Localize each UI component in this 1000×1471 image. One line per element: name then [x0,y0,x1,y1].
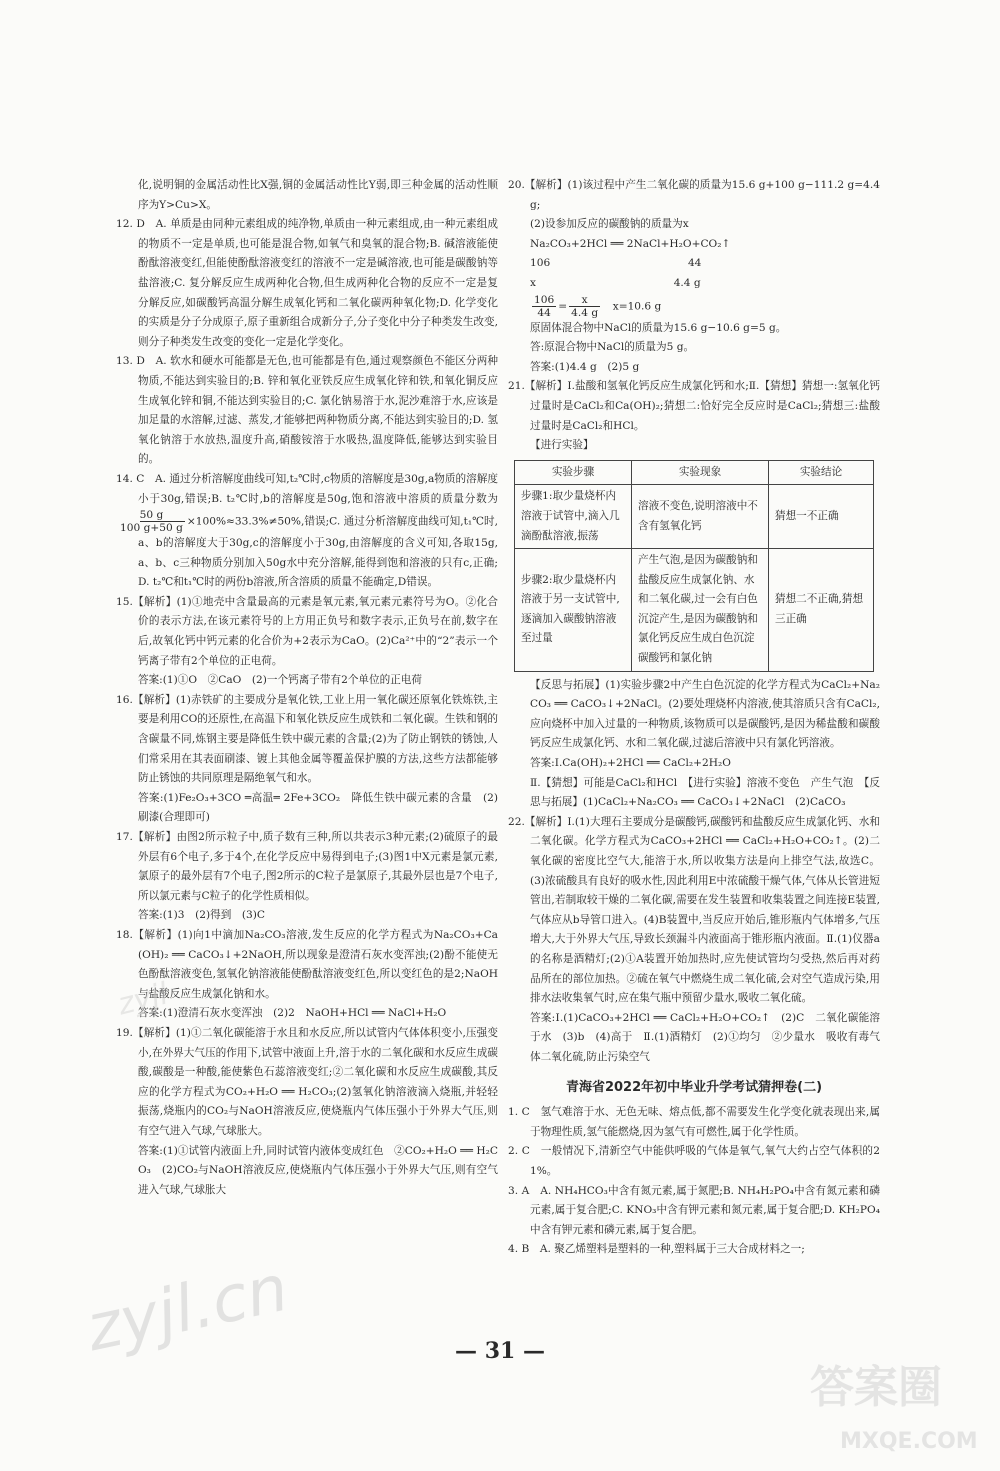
right-top-paragraph-4: x 4.4 g [530,276,701,289]
table-row [515,485,874,549]
table-cell-1-1: 产生气泡,是因为碳酸钠和盐酸反应生成氯化钠、水和二氧化碳,过一会有白色沉淀产生,是因为碳酸钠和氯化钙反应生成白色沉淀碳酸钙和氯化钠 [632,549,769,672]
table-body [515,485,874,671]
right-bottom-paragraph-4: 答案:Ⅰ.(1)CaCO₃+2HCl ══ CaCl₂+H₂O+CO₂↑ (2)C 二氧化碳能溶于水 (3)b (4)高于 Ⅱ.(1)酒精灯 (2)①均匀 ②少量水 吸收有毒气体二氧化硫,防止污染空气 [530,1011,880,1063]
watermark-answer-logo: 答案圈 [810,1362,942,1413]
section2-answer-0: 1. C 氢气难溶于水、无色无味、熔点低,都不需要发生化学变化就表现出来,属于物理性质,氢气能燃烧,因为氢气有可燃性,属于化学性质。 [508,1106,880,1138]
left-paragraph-10: 18.【解析】(1)向1中滴加Na₂CO₃溶液,发生反应的化学方程式为Na₂CO₃+Ca(OH)₂ ══ CaCO₃↓+2NaOH,所以现象是澄清石灰水变浑浊;(2)酚不能使无色酚酞溶液变色,氢氧化钠溶液能使酚酞溶液变红色,所以变红色的是2;NaOH与盐酸反应生成氯化钠和水。 [116,928,498,1000]
table-row [515,549,874,672]
watermark-left: zyjl.cn [80,1251,295,1367]
right-top-paragraph-1: (2)设参加反应的碳酸钠的质量为x [530,218,689,231]
right-bottom-paragraph-2: Ⅱ.【猜想】可能是CaCl₂和HCl 【进行实验】溶液不变色 产生气泡 【反思与拓展】(1)CaCl₂+Na₂CO₃ ══ CaCO₃↓+2NaCl (2)CaCO₃ [530,776,880,809]
left-paragraph-2: 13. D A. 软水和硬水可能都是无色,也可能都是有色,通过观察颜色不能区分两种物质,不能达到实验目的;B. 锌和氧化亚铁反应生成氧化锌和铁,和氧化铜反应生成氧化锌和铜,不能达到实验目的;C. 氯化钠易溶于水,泥沙难溶于水,应该是加足量的水溶解,过滤、蒸发,才能够把两种物质分离,不能达到实验目的;D. 氢氧化钠溶于水放热,温度升高,硝酸铵溶于水吸热,温度降低,能够达到实验目的。 [116,355,498,466]
left-paragraph-3: 14. C A. 通过分析溶解度曲线可知,t₂℃时,c物质的溶解度是30g,a物质的溶解度小于30g,错误;B. t₂℃时,b的溶解度是50g,饱和溶液中溶质的质量分数为 $\frac{50 g}{100 g+50 g}$ ×100%≈33.3%≠50%,错误;C. 通过分析溶解度曲线可知,t₁℃时,a、b的溶解度大于30g,c的溶解度小于30g,由溶解度的含义可知,各取15g,a、b、c三种物质分别加入50g水中充分溶解,能得到饱和溶液的只有c,正确;D. t₂℃和t₁℃时的两份b溶液,所含溶质的质量不能确定,D错误。 [116,472,498,589]
right-top-paragraph-9: 21.【解析】Ⅰ.盐酸和氢氧化钙反应生成氯化钙和水;Ⅱ.【猜想】猜想一:氢氧化钙过量时是CaCl₂和Ca(OH)₂;猜想二:恰好完全反应时是CaCl₂;猜想三:盐酸过量时是CaCl₂和HCl。 [508,380,880,432]
section2-answer-2: 3. A A. NH₄HCO₃中含有氮元素,属于氮肥;B. NH₄H₂PO₄中含有氮元素和磷元素,属于复合肥;C. KNO₃中含有钾元素和氮元素,属于复合肥;D. KH₂PO₄中含有钾元素和磷元素,属于复合肥。 [508,1184,880,1236]
table-header-row [515,460,874,485]
table-header-0: 实验步骤 [515,460,632,485]
left-column [116,176,498,1200]
page-number: — 31 — [455,1338,545,1364]
experiment-table [514,460,874,672]
right-top-paragraph-10: 【进行实验】 [530,439,594,452]
left-paragraph-0: 化,说明铜的金属活动性比X强,铜的金属活动性比Y弱,即三种金属的活动性顺序为Y>Cu>X。 [138,179,498,211]
right-top-paragraph-3: 106 44 [530,257,702,270]
watermark-site: MXQE.COM [840,1429,978,1454]
left-paragraph-8: 17.【解析】由图2所示粒子中,质子数有三种,所以共表示3种元素;(2)硫原子的最外层有6个电子,多于4个,在化学反应中易得到电子;(3)图1中X元素是氯元素,氯原子的最外层有7个电子,图2所示的C粒子是氯原子,其最外层也是7个电子,所以氯元素与C粒子的化学性质相似。 [116,831,498,902]
watermark-left-small: zyjl [114,976,172,1023]
right-bottom-paragraph-0: 【反思与拓展】(1)实验步骤2中产生白色沉淀的化学方程式为CaCl₂+Na₂CO₃ ══ CaCO₃↓+2NaCl。(2)要处理烧杯内溶液,使其溶质只含有CaCl₂,应向烧杯中加入过量的一种物质,该物质可以是碳酸钙,是因为稀盐酸和碳酸钙反应生成氯化钙、水和二氧化碳,过滤后溶液中只有氯化钙溶液。 [530,678,880,750]
table-cell-0-2: 猜想一不正确 [769,485,874,549]
right-top-paragraph-7: 答:原混合物中NaCl的质量为5 g。 [530,341,695,354]
section2-answer-3: 4. B A. 聚乙烯塑料是塑料的一种,塑料属于三大合成材料之一; [508,1243,805,1256]
left-paragraph-7: 答案:(1)Fe₂O₃+3CO ═高温═ 2Fe+3CO₂ 降低生铁中碳元素的含量 (2)刷漆(合理即可) [138,791,498,824]
left-paragraph-13: 答案:(1)①试管内液面上升,同时试管内液体变成红色 ②CO₂+H₂O ══ H₂CO₃ (2)CO₂与NaOH溶液反应,使烧瓶内气体压强小于外界大气压,则有空气进入气球,气球胀大 [138,1144,498,1196]
left-paragraph-9: 答案:(1)3 (2)得到 (3)C [138,909,265,922]
left-paragraph-11: 答案:(1)澄清石灰水变浑浊 (2)2 NaOH+HCl ══ NaCl+H₂O [138,1007,447,1020]
left-paragraph-5: 答案:(1)①O ②CaO (2)一个钙离子带有2个单位的正电荷 [138,674,422,687]
question-21-22-continued [508,676,880,1068]
table-cell-1-2: 猜想二不正确,猜想三正确 [769,549,874,672]
table-header-1: 实验现象 [632,460,769,485]
right-top-paragraph-0: 20.【解析】(1)该过程中产生二氧化碳的质量为15.6 g+100 g−111.2 g=4.4 g; [508,179,880,211]
table-cell-0-1: 溶液不变色,说明溶液中不含有氢氧化钙 [632,485,769,549]
section-2-answers [508,1103,880,1260]
right-bottom-paragraph-1: 答案:Ⅰ.Ca(OH)₂+2HCl ══ CaCl₂+2H₂O [530,757,731,770]
right-bottom-paragraph-3: 22.【解析】Ⅰ.(1)大理石主要成分是碳酸钙,碳酸钙和盐酸反应生成氯化钙、水和二氧化碳。化学方程式为CaCO₃+2HCl ══ CaCl₂+H₂O+CO₂↑。(2)二氧化碳的密度比空气大,能溶于水,所以收集方法是向上排空气法,故选C。(3)浓硫酸具有良好的吸水性,因此利用E中浓硫酸干燥气体,气体从长管进短管出,若制取较干燥的二氧化碳,需要在发生装置和收集装置之间连接E装置,气体应从b导管口进入。(4)B装置中,当反应开始后,锥形瓶内气体增多,气压增大,大于外界大气压,导致长颈漏斗内液面高于锥形瓶内液面。Ⅱ.(1)仪器a的名称是酒精灯;(2)①A装置开始加热时,应先使试管均匀受热,然后再对药品所在的部位加热。②硫在氧气中燃烧生成二氧化硫,会对空气造成污染,用排水法收集氧气时,应在集气瓶中预留少量水,吸收二氧化硫。 [508,815,880,1005]
section2-answer-1: 2. C 一般情况下,清新空气中能供呼吸的气体是氧气,氧气大约占空气体积的21%。 [508,1145,880,1177]
table-cell-1-0: 步骤2:取少量烧杯内溶液于另一支试管中,逐滴加入碳酸钠溶液至过量 [515,549,632,672]
table-cell-0-0: 步骤1:取少量烧杯内溶液于试管中,滴入几滴酚酞溶液,振荡 [515,485,632,549]
left-paragraph-6: 16.【解析】(1)赤铁矿的主要成分是氧化铁,工业上用一氧化碳还原氧化铁炼铁,主要是利用CO的还原性,在高温下和氧化铁反应生成铁和二氧化碳。生铁和钢的含碳量不同,炼钢主要是降低生铁中碳元素的含量;(2)为了防止钢铁的锈蚀,人们常采用在其表面刷漆、镀上其他金属等覆盖保护膜的方法,这些方法都能够防止锈蚀的共同原理是隔绝氧气和水。 [116,693,498,785]
right-top-paragraph-8: 答案:(1)4.4 g (2)5 g [530,360,640,373]
question-20-21 [508,176,880,456]
table-header-2: 实验结论 [769,460,874,485]
left-paragraph-4: 15.【解析】(1)①地壳中含量最高的元素是氧元素,氧元素元素符号为O。②化合价的表示方法,在该元素符号的上方用正负号和数字表示,正负号在前,数字在后,故氧化钙中钙元素的化合价为+2表示为CaO。(2)Ca²⁺中的“2”表示一个钙离子带有2个单位的正电荷。 [116,595,498,667]
right-column [508,176,880,1260]
left-paragraph-1: 12. D A. 单质是由同种元素组成的纯净物,单质由一种元素组成,由一种元素组成的物质不一定是单质,也可能是混合物,如氧气和臭氧的混合物;B. 碱溶液能使酚酞溶液变红,但能使酚酞溶液变红的溶液不一定是碱溶液,也可能是碳酸钠等盐溶液;C. 复分解反应生成两种化合物,但生成两种化合物的反应不一定是复分解反应,如碳酸钙高温分解生成氧化钙和二氧化碳两种氧化物;D. 化学变化的实质是分子分成原子,原子重新组合成新分子,分子变化中分子种类发生改变,则分子种类发生改变的变化一定是化学变化。 [116,218,498,348]
right-top-paragraph-6: 原固体混合物中NaCl的质量为15.6 g−10.6 g=5 g。 [530,321,787,334]
left-paragraph-12: 19.【解析】(1)①二氧化碳能溶于水且和水反应,所以试管内气体体积变小,压强变小,在外界大气压的作用下,试管中液面上升,溶于水的二氧化碳和水反应生成碳酸,碳酸是一种酸,能使紫色石蕊溶液变红;②二氧化碳和水反应生成碳酸,其反应的化学方程式为CO₂+H₂O ══ H₂CO₃;(2)氢氧化钠溶液滴入烧瓶,并轻轻振荡,烧瓶内的CO₂与NaOH溶液反应,使烧瓶内气体压强小于外界大气压,则有空气进入气球,气球胀大。 [116,1026,498,1137]
right-top-paragraph-5: $\frac{106}{44}$ = $\frac{x}{4.4 g}$ x=10.6 g [534,293,662,319]
right-top-paragraph-2: Na₂CO₃+2HCl ══ 2NaCl+H₂O+CO₂↑ [530,237,731,250]
section-title: 青海省2022年初中毕业升学考试猜押卷(二) [565,1079,823,1095]
